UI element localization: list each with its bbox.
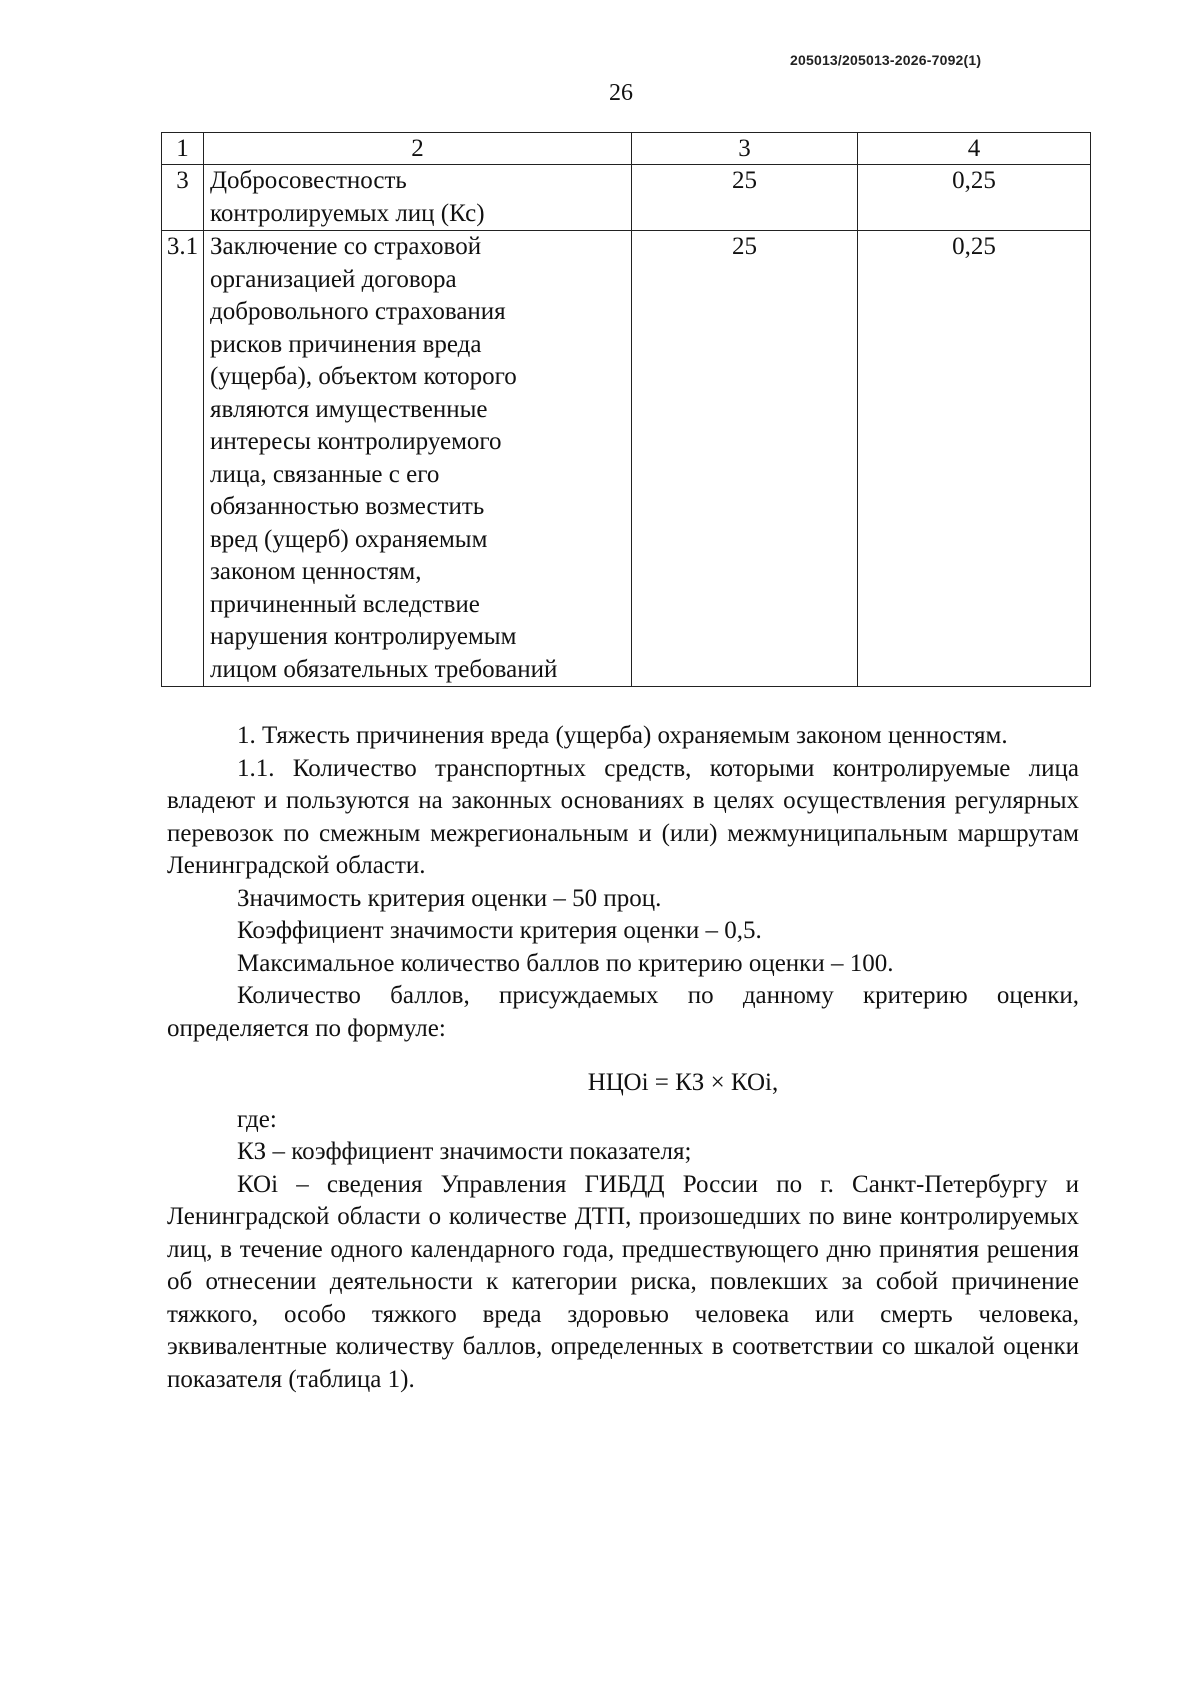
column-header-4: 4 <box>858 133 1091 165</box>
table-row <box>162 165 1091 231</box>
criterion-name-line: (ущерба), объектом которого <box>210 363 517 390</box>
criterion-name-line: нарушения контролируемым <box>210 623 517 650</box>
section-heading: 1. Тяжесть причинения вреда (ущерба) охраняемым законом ценностям. <box>237 722 1008 749</box>
criterion-name-line: Добросовестность <box>210 167 407 194</box>
row-coefficient: 0,25 <box>858 165 1091 231</box>
criterion-name-line: обязанностью возместить <box>210 493 485 520</box>
row-criterion-name <box>204 231 632 687</box>
table-header-row <box>162 133 1091 165</box>
row-number: 3.1 <box>162 231 204 687</box>
criterion-name-line: лицом обязательных требований <box>210 655 558 683</box>
row-score: 25 <box>632 165 858 231</box>
table-row <box>162 231 1091 687</box>
column-header-3: 3 <box>632 133 858 165</box>
significance-coefficient: Коэффициент значимости критерия оценки – 0,5. <box>237 917 762 944</box>
criterion-name-line: рисков причинения вреда <box>210 330 482 358</box>
row-criterion-name <box>204 165 632 231</box>
criterion-significance: Значимость критерия оценки – 50 проц. <box>237 884 662 912</box>
criterion-name-line: лица, связанные с его <box>210 460 440 488</box>
document-id: 205013/205013-2026-7092(1) <box>790 52 982 68</box>
criterion-name-line: добровольного страхования <box>210 298 506 325</box>
document-body <box>167 720 1079 1396</box>
row-number: 3 <box>162 165 204 231</box>
max-score: Максимальное количество баллов по критерию оценки – 100. <box>237 949 894 977</box>
row-coefficient: 0,25 <box>858 231 1091 687</box>
criterion-name-line: интересы контролируемого <box>210 428 502 455</box>
definition-koi: КОi – сведения Управления ГИБДД России по г. Санкт-Петербургу и Ленинградской области о количестве ДТП, произошедших по вине контролируемых лиц, в течение одного календарного года, предшествующего дню принятия решения об отнесении деятельности к категории риска, повлекших за собой причинение тяжкого, особо тяжкого вреда здоровью человека или смерть человека, эквивалентные количеству баллов, определенных в соответствии со шкалой оценки показателя (таблица 1). <box>167 1170 1079 1393</box>
criterion-name-line: контролируемых лиц (Кс) <box>210 199 485 227</box>
criterion-name-line: являются имущественные <box>210 395 488 423</box>
page-number: 26 <box>609 80 633 106</box>
definition-kz: КЗ – коэффициент значимости показателя; <box>237 1138 692 1165</box>
criterion-name-line: причиненный вследствие <box>210 590 480 618</box>
row-score: 25 <box>632 231 858 687</box>
subsection-paragraph: 1.1. Количество транспортных средств, которыми контролируемые лица владеют и пользуются на законных основаниях в целях осуществления регулярных перевозок по смежным межрегиональным и (или) межмуниципальным маршрутам Ленинградской области. <box>167 754 1079 879</box>
criterion-name-line: Заключение со страховой <box>210 233 482 260</box>
formula-intro: Количество баллов, присуждаемых по данному критерию оценки, определяется по формуле: <box>167 982 1079 1042</box>
criteria-table <box>161 132 1091 687</box>
criterion-name-line: законом ценностям, <box>210 558 422 585</box>
where-label: где: <box>237 1105 277 1133</box>
criterion-name-line: вред (ущерб) охраняемым <box>210 525 488 553</box>
criterion-name-line: организацией договора <box>210 265 457 293</box>
formula: НЦОi = КЗ × КОi, <box>587 1069 779 1096</box>
column-header-2: 2 <box>204 133 632 165</box>
column-header-1: 1 <box>162 133 204 165</box>
